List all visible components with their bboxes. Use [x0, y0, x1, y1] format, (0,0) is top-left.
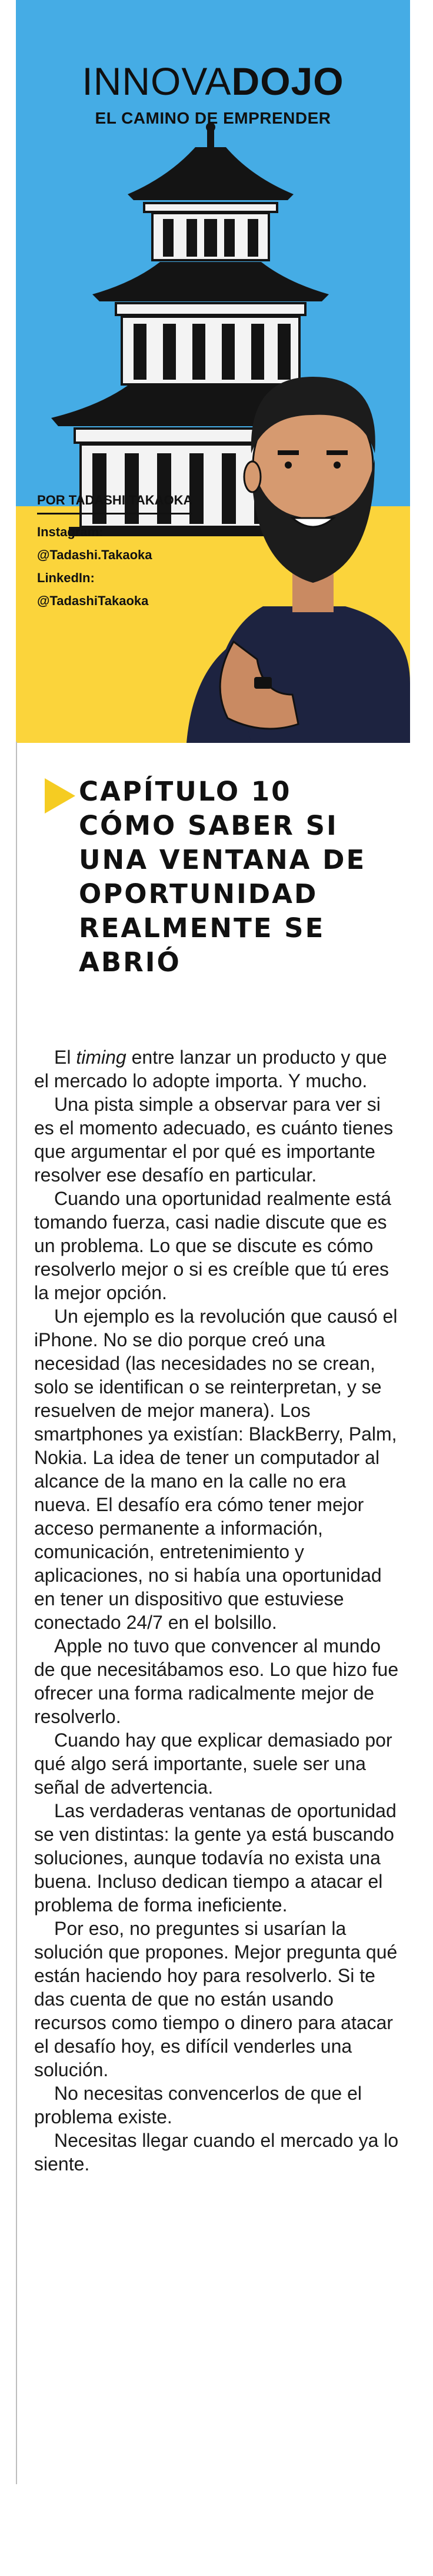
paragraph: Una pista simple a observar para ver si es el momento adecuado, es cuánto tienes que argumentar el por qué es importante resolver ese desafío en particular.	[34, 1094, 394, 1186]
author-info	[37, 489, 192, 612]
chapter-title-line: REALMENTE SE	[79, 912, 325, 944]
chapter-title-line: ABRIÓ	[79, 947, 181, 978]
paragraph: Por eso, no preguntes si usarían la solución que propones. Mejor pregunta qué están haciendo hoy para resolverlo. Si te das cuenta de que no están usando recursos como tiempo o dinero para atacar el desafío hoy, es difícil venderles una solución.	[34, 1918, 398, 2080]
chapter-number: CAPÍTULO 10	[79, 776, 292, 807]
article-body	[34, 1045, 404, 2176]
emphasis-timing: timing	[76, 1047, 126, 1068]
left-column-rule	[16, 742, 17, 2484]
header-banner	[16, 0, 410, 743]
paragraph-text: El	[54, 1047, 76, 1068]
paragraph: Un ejemplo es la revolución que causó el iPhone. No se dio porque creó una necesidad (las necesidades no se crean, solo se identifican o se reinterpretan, y se resuelven de mejor manera). Los smartphones ya existían: BlackBerry, Palm, Nokia. La idea de tener un computador al alcance de la mano en la calle no era nueva. El desafío era cómo tener mejor acceso permanente a información, comunicación, entretenimiento y aplicaciones, no si había una oportunidad en tener un dispositivo que estuviese conectado 24/7 en el bolsillo.	[34, 1306, 398, 1633]
instagram-handle: @Tadashi.Takaoka	[37, 547, 152, 562]
linkedin-handle: @TadashiTakaoka	[37, 593, 149, 608]
brand-bold: DOJO	[231, 59, 344, 103]
paragraph: Necesitas llegar cuando el mercado ya lo siente.	[34, 2130, 399, 2175]
brand-light: INNOVA	[82, 59, 232, 103]
play-triangle-icon	[45, 778, 75, 814]
paragraph-text: entre lanzar un producto y que el mercado lo adopte importa. Y mucho.	[34, 1047, 387, 1091]
author-byline: POR TADASHI TAKAOKA	[37, 489, 192, 514]
paragraph: No necesitas convencerlos de que el problema existe.	[34, 2083, 362, 2127]
paragraph: Las verdaderas ventanas de oportunidad se ven distintas: la gente ya está buscando soluciones, aunque todavía no exista una buena. Incluso dedican tiempo a atacar el problema de forma ineficiente.	[34, 1800, 397, 1916]
paragraph: Cuando hay que explicar demasiado por qué algo será importante, suele ser una señal de advertencia.	[34, 1729, 392, 1798]
brand-tagline: EL CAMINO DE EMPRENDER	[95, 109, 331, 127]
chapter-title	[79, 809, 408, 980]
chapter-heading	[79, 775, 408, 980]
chapter-title-line: OPORTUNIDAD	[79, 878, 318, 909]
instagram-label: Instagram:	[37, 525, 104, 539]
paragraph	[34, 1045, 404, 1093]
paragraph: Cuando una oportunidad realmente está tomando fuerza, casi nadie discute que es un problema. Lo que se discute es cómo resolverlo mejor o si es creíble que tú eres la mejor opción.	[34, 1188, 391, 1303]
chapter-title-line: CÓMO SABER SI	[79, 810, 338, 841]
linkedin-label: LinkedIn:	[37, 570, 95, 585]
brand-logo	[16, 59, 410, 104]
paragraph: Apple no tuvo que convencer al mundo de que necesitábamos eso. Lo que hizo fue ofrecer una forma radicalmente mejor de resolverlo.	[34, 1635, 399, 1727]
chapter-title-line: UNA VENTANA DE	[79, 844, 367, 875]
